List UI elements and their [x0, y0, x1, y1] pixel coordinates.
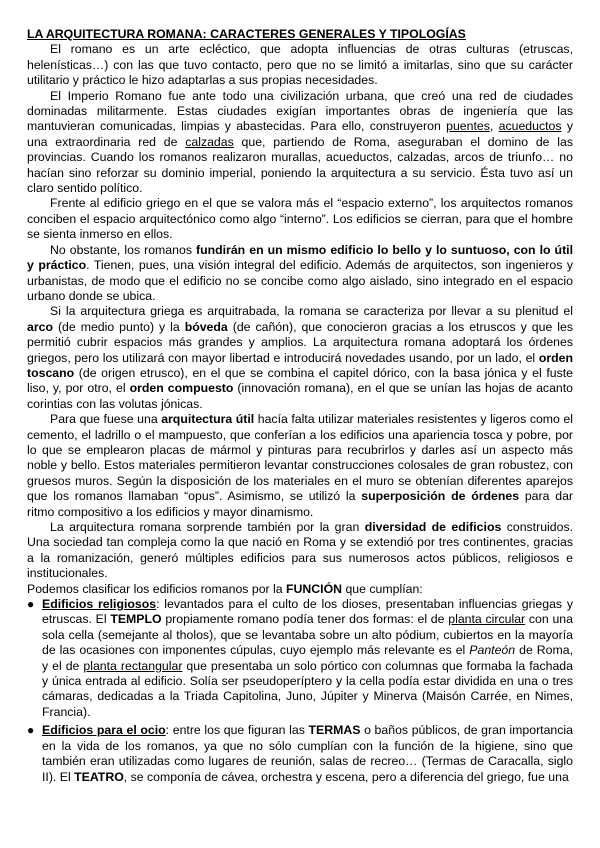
paragraph-eclecticism: El romano es un arte ecléctico, que adopta influencias de otras culturas (etruscas, helenísticas…) con las que tuvo contacto, pero que no se limitó a imitarlas, sino que su carácter utilitario y práctico le hizo adaptarlas a sus propias necesidades. — [27, 42, 573, 88]
bullet-icon: ● — [27, 723, 35, 738]
bullet-icon: ● — [27, 597, 35, 612]
term-funcion: FUNCIÓN — [286, 581, 343, 596]
term-puentes: puentes — [446, 119, 490, 134]
paragraph-arch-and-vault: Si la arquitectura griega es arquitrabada, la romana se caracteriza por llevar a su plenitud el arco (de medio punto) y la bóveda (de cañón), que conocieron gracias a los etruscos y que les permitió cubrir espacios más grandes y amplios. La arquitectura romana adoptará los órdenes griegos, pero los utilizará con mayor libertad e introducirá novedades usando, por un lado, el orden toscano (de origen etrusco), en el que se combina el capitel dórico, con la basa jónica y el fuste liso, y, por otro, el orden compuesto (innovación romana), en el que se unían las hojas de acanto corintias con las volutas jónicas. — [27, 304, 574, 411]
term-templo: TEMPLO — [110, 612, 162, 627]
document-page — [27, 27, 573, 788]
list-item-heading: Edificios religiosos — [42, 597, 157, 612]
document-title: LA ARQUITECTURA ROMANA: CARACTERES GENERALES Y TIPOLOGÍAS — [27, 27, 466, 41]
building-types-list — [27, 597, 573, 785]
term-panteon: Panteón — [469, 643, 516, 658]
term-planta-rectangular: planta rectangular — [83, 658, 183, 673]
paragraph-beauty-and-utility: No obstante, los romanos fundirán en un mismo edificio lo bello y lo suntuoso, con lo útil y práctico. Tienen, pues, una visión integral del edificio. Además de arquitectos, son ingenieros y urbanistas, de modo que el edificio no se concibe como algo aislado, sino integrado en el espacio urbano donde se ubica. — [27, 242, 573, 303]
term-arquitectura-util: arquitectura útil — [161, 412, 255, 427]
term-superposicion-ordenes: superposición de órdenes — [361, 489, 520, 504]
term-boveda: bóveda — [184, 319, 228, 334]
paragraph-building-diversity: La arquitectura romana sorprende también por la gran diversidad de edificios construidos. Una sociedad tan compleja como la que nació en Roma y se extendió por tres continentes, gracias a la romanización, generó múltiples edificios para sus numerosos actos públicos, religiosos e institucionales. — [27, 520, 574, 581]
paragraph-classification-intro: Podemos clasificar los edificios romanos por la FUNCIÓN que cumplían: — [27, 581, 423, 596]
term-calzadas: calzadas — [185, 134, 234, 149]
term-acueductos: acueductos — [498, 119, 562, 134]
term-planta-circular: planta circular — [448, 612, 526, 627]
paragraph-urban-civilization: El Imperio Romano fue ante todo una civilización urbana, que creó una red de ciudades dominadas militarmente. Estas ciudades exigían importantes obras de ingeniería que las mantuvieran comunicadas, limpias y abastecidas. Para ello, construyeron puentes, acueductos y una extraordinaria red de calzadas que, partiendo de Roma, aseguraban el domino de las provincias. Cuando los romanos realizaron murallas, acueductos, calzadas, arcos de triunfo… no hacían sino reforzar su dominio imperial, poniendo la arquitectura a su servicio. Ésta tuvo así un claro sentido político. — [27, 88, 574, 196]
term-arco: arco — [27, 319, 53, 334]
term-diversidad-edificios: diversidad de edificios — [364, 520, 502, 534]
paragraph-materials: Para que fuese una arquitectura útil hacía falta utilizar materiales resistentes y ligeros como el cemento, el ladrillo o el mampuesto, que conferían a los edificios una apariencia tosca y pobre, por lo que se emplearon placas de mármol y pinturas para recubrirlos y darles así un aspecto más noble y bello. Estos materiales permitieron levantar construcciones colosales de gran robustez, con gruesos muros. Según la disposición de los materiales en el muro se obtenían diferentes aparejos que los romanos llamaban “opus”. Asimismo, se utilizó la superposición de órdenes para dar ritmo compositivo a los edificios y mayor dinamismo. — [27, 412, 573, 519]
emphasis-beauty-utility: fundirán en un mismo edificio lo bello y lo suntuoso, con lo útil y práctico — [27, 242, 573, 273]
paragraph-internal-space: Frente al edificio griego en el que se valora más el “espacio externo”, los arquitectos romanos conciben el espacio arquitectónico como algo “interno”. Los edificios se cierran, para que el hombre se sienta inmerso en ellos. — [27, 196, 573, 242]
term-termas: TERMAS — [308, 723, 361, 738]
term-orden-compuesto: orden compuesto — [129, 381, 234, 396]
list-item-religious-buildings: ● Edificios religiosos: levantados para el culto de los dioses, presentaban influencias griegas y etruscas. El TEMPLO propiamente romano podía tener dos formas: el de planta circular con una sola cella (semejante al tholos), que se levantaba sobre un alto pódium, cubiertos en la mayoría de las ocasiones con imponentes cúpulas, cuyo ejemplo más relevante es el Panteón de Roma, y el de planta rectangular que presentaba un solo pórtico con columnas que formaba la fachada y única entrada al edificio. Solía ser pseudoperíptero y la cella podía estar dividida en una o tres cámaras, dedicadas a la Triada Capitolina, Juno, Júpiter y Minerva (Maisón Carrée, en Nimes, Francia). — [27, 597, 573, 719]
term-orden-toscano: orden toscano — [27, 350, 573, 380]
list-item-heading: Edificios para el ocio — [42, 723, 166, 738]
term-teatro: TEATRO — [74, 769, 124, 784]
list-item-leisure-buildings: ● Edificios para el ocio: entre los que figuran las TERMAS o baños públicos, de gran importancia en la vida de los romanos, ya que no sólo cumplían con la función de la higiene, sino que también eran utilizadas como lugares de reunión, salas de recreo… (Termas de Caracalla, siglo II). El TEATRO, se componía de cávea, orchestra y escena, pero a diferencia del griego, fue una — [27, 723, 573, 784]
